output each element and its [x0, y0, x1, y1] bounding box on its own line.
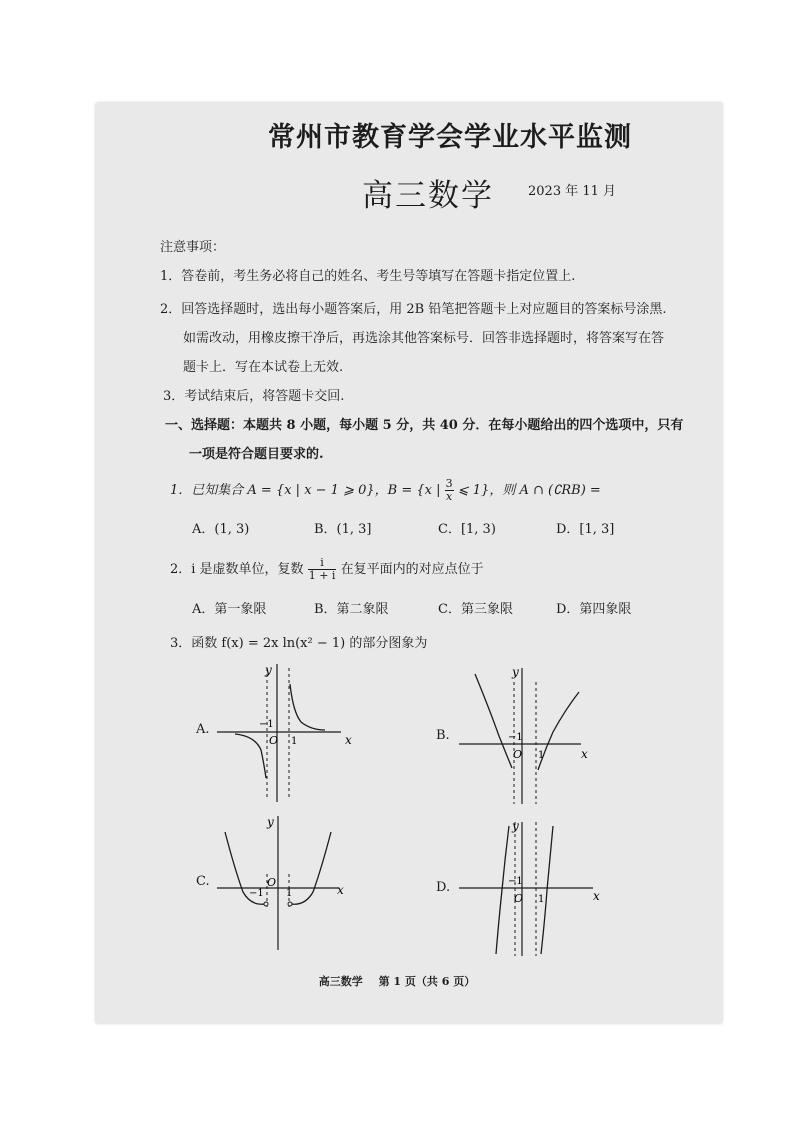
graph-d-tick-1: 1 [538, 894, 545, 905]
exam-title: 常州市教育学会学业水平监测 [268, 122, 632, 153]
exam-subject: 高三数学 [362, 178, 494, 214]
q2-option-c: C．第三象限 [438, 602, 513, 617]
q1-prefix: 1．已知集合 A = {x | x − 1 ⩾ 0}，B = {x | [170, 483, 441, 498]
graph-a-tick-neg1: −1 [259, 719, 274, 730]
notes-heading: 注意事项： [160, 240, 226, 255]
graph-a-x-label: x [345, 733, 352, 747]
graph-b-y-label: y [512, 665, 519, 679]
graph-a-tick-1: 1 [291, 736, 298, 747]
q2-option-a: A．第一象限 [192, 602, 267, 617]
graph-d-left-branch [496, 826, 509, 954]
graph-c-x-label: x [337, 883, 344, 897]
q2-prefix: 2．i 是虚数单位，复数 [170, 562, 304, 577]
section-1-heading-cont: 一项是符合题目要求的. [189, 447, 324, 462]
q2-frac-den: 1 + i [308, 569, 336, 582]
graph-b-x-label: x [581, 747, 588, 761]
footer-subject: 高三数学 [318, 975, 363, 988]
question-2 [170, 557, 484, 582]
graph-b [455, 664, 595, 806]
q2-option-d: D．第四象限 [556, 602, 632, 617]
graph-a-origin: O [269, 734, 279, 747]
graph-c-tick-1: 1 [286, 888, 293, 899]
graph-a [215, 660, 355, 805]
graph-label-a: A. [196, 722, 210, 737]
q1-frac-den: x [446, 490, 453, 503]
exam-date: 2023 年 11 月 [528, 184, 617, 199]
section-1-heading: 一、选择题：本题共 8 小题，每小题 5 分，共 40 分．在每小题给出的四个选项中，只有 [165, 418, 684, 433]
graph-b-origin: O [513, 748, 523, 761]
note-2-cont2: 题卡上．写在本试卷上无效. [183, 360, 344, 375]
graph-d-tick-neg1: −1 [508, 876, 523, 887]
graph-d-origin: O [514, 892, 524, 905]
note-3: 3．考试结束后，将答题卡交回. [163, 389, 345, 404]
graph-label-b: B. [436, 728, 450, 743]
q2-frac-num: i [308, 557, 337, 570]
graph-d-right-branch [541, 826, 553, 954]
question-1 [170, 478, 601, 503]
graph-c [215, 812, 355, 952]
graph-d [455, 818, 600, 958]
graph-c-tick-neg1: −1 [249, 888, 264, 899]
q1-fraction [445, 478, 454, 503]
page-footer [0, 973, 794, 989]
q2-fraction [308, 557, 337, 582]
footer-page-number: 第 1 页（共 6 页） [378, 975, 476, 988]
note-2-cont: 如需改动，用橡皮擦干净后，再选涂其他答案标号．回答非选择题时，将答案写在答 [183, 331, 665, 346]
graph-label-c: C. [196, 874, 210, 889]
graph-b-tick-neg1: −1 [508, 732, 523, 743]
q1-option-d: D．[1, 3] [556, 522, 615, 537]
graph-label-d: D. [436, 880, 451, 895]
q1-suffix: ⩽ 1}，则 A ∩ (∁RB) = [457, 483, 601, 498]
graph-c-open-point-right [288, 902, 292, 906]
q1-option-c: C．[1, 3) [438, 522, 496, 537]
graph-c-right-branch [291, 832, 331, 904]
graph-c-origin: O [267, 876, 277, 889]
graph-d-x-label: x [593, 889, 600, 903]
graph-b-tick-1: 1 [538, 750, 545, 761]
graph-d-y-label: y [512, 819, 519, 833]
graph-a-left-branch [235, 734, 266, 778]
q1-option-a: A．(1, 3) [192, 522, 250, 537]
question-3: 3．函数 f(x) = 2x ln(x² − 1) 的部分图象为 [170, 636, 428, 651]
q2-option-b: B．第二象限 [314, 602, 389, 617]
note-1: 1．答卷前，考生务必将自己的姓名、考生号等填写在答题卡指定位置上. [160, 269, 576, 284]
graph-a-y-label: y [265, 663, 272, 677]
graph-b-left-branch [475, 674, 512, 768]
note-2: 2．回答选择题时，选出每小题答案后，用 2B 铅笔把答题卡上对应题目的答案标号涂黑. [160, 302, 667, 317]
graph-c-y-label: y [267, 815, 274, 829]
q1-frac-num: 3 [445, 477, 453, 490]
graph-a-right-branch [290, 684, 325, 730]
q1-option-b: B．(1, 3] [314, 522, 372, 537]
graph-c-open-point-left [264, 902, 268, 906]
q2-suffix: 在复平面内的对应点位于 [340, 562, 484, 577]
